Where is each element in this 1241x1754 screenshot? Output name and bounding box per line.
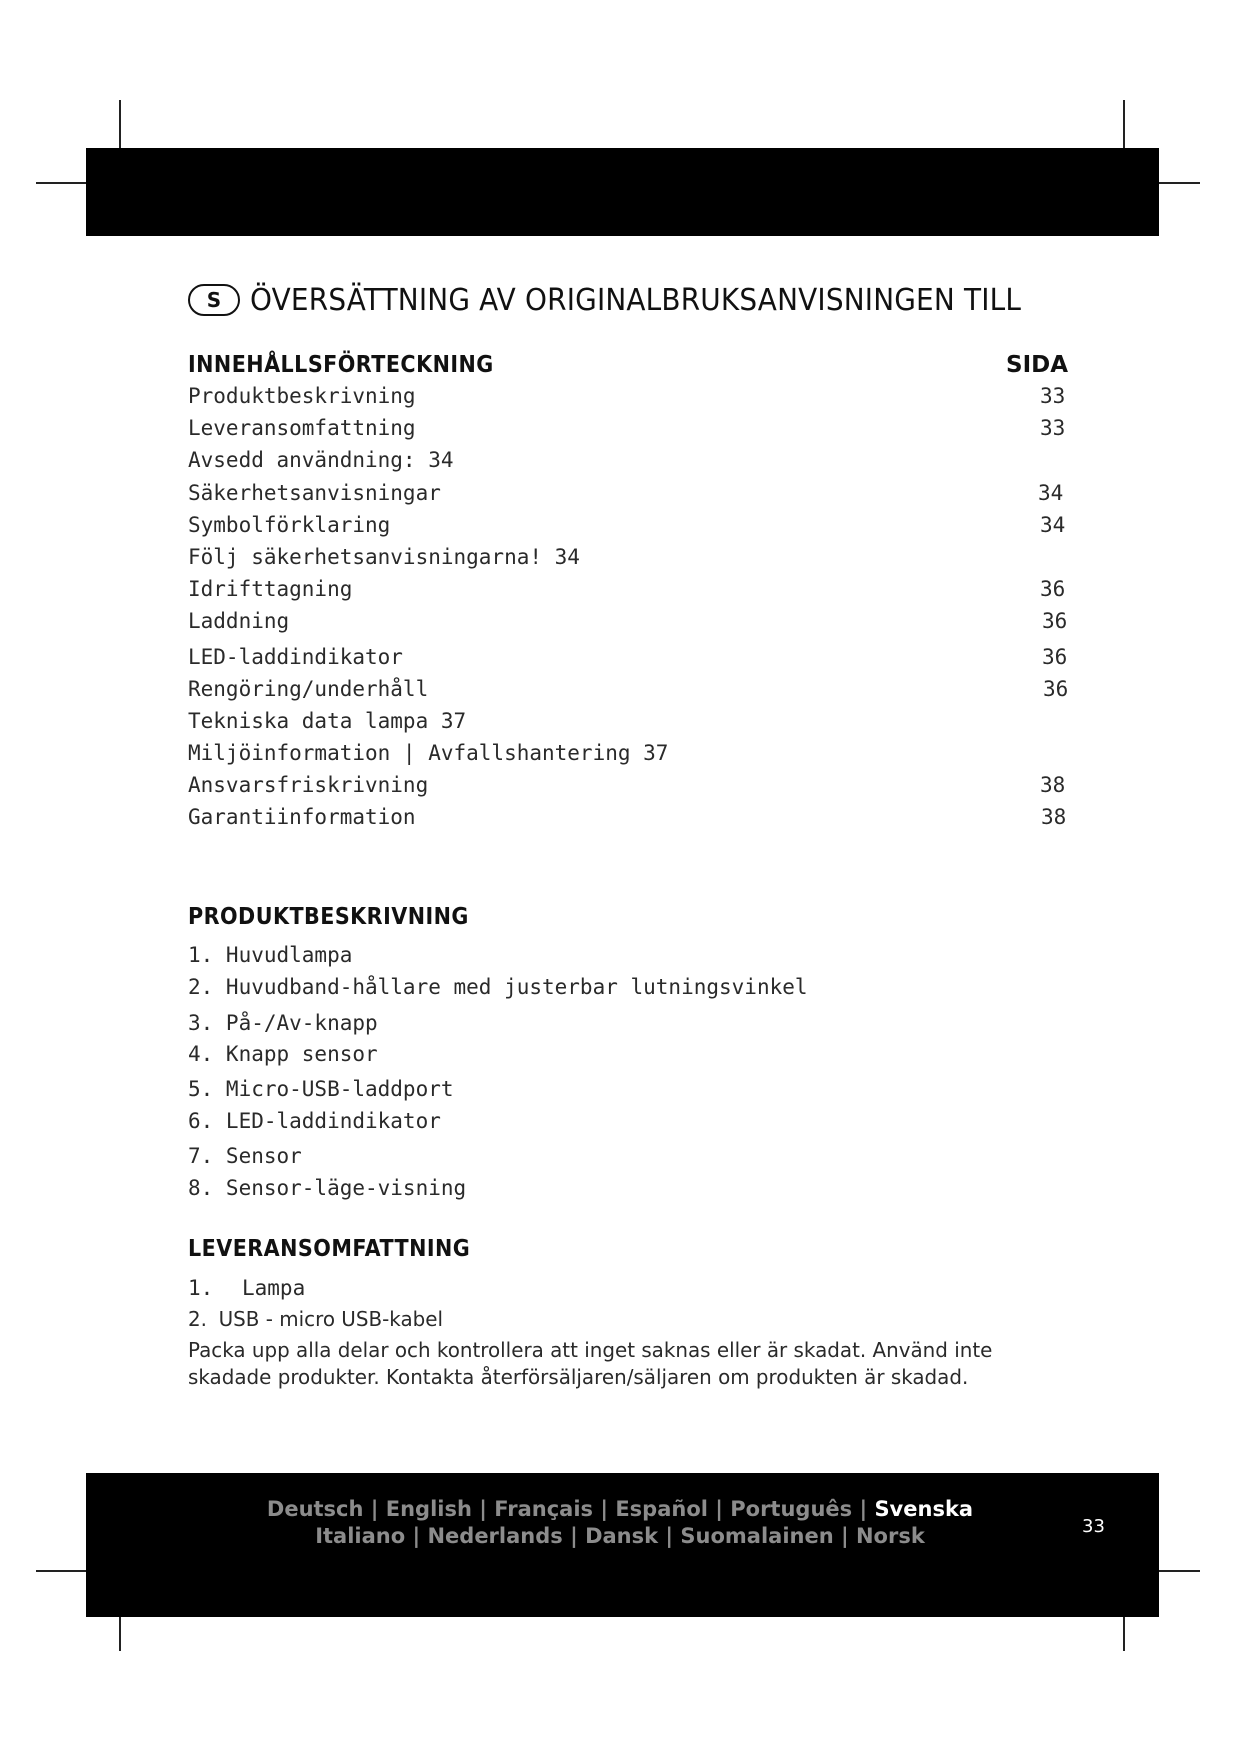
toc-entry: Garantiinformation bbox=[188, 805, 416, 829]
toc-entry-page: 34 bbox=[1040, 513, 1066, 537]
language-link-5[interactable]: Svenska bbox=[874, 1497, 974, 1521]
language-separator: | bbox=[562, 1524, 586, 1548]
toc-entry: LED-laddindikator bbox=[188, 645, 403, 669]
language-separator: | bbox=[707, 1497, 731, 1521]
language-separator: | bbox=[852, 1497, 875, 1521]
language-link-0[interactable]: Deutsch bbox=[266, 1497, 364, 1521]
language-separator: | bbox=[658, 1524, 681, 1548]
language-link-3[interactable]: Español bbox=[615, 1497, 708, 1521]
toc-entry: Följ säkerhetsanvisningarna! 34 bbox=[188, 545, 580, 569]
list-item: 1. Huvudlampa bbox=[188, 943, 353, 967]
toc-entry-page: 33 bbox=[1040, 384, 1066, 408]
list-item-number: 2. bbox=[188, 1307, 207, 1331]
language-separator: | bbox=[405, 1524, 428, 1548]
language-link-1[interactable]: Nederlands bbox=[427, 1524, 563, 1548]
toc-entry-page: 33 bbox=[1040, 416, 1066, 440]
list-item: 2. Huvudband-hållare med justerbar lutningsvinkel bbox=[188, 975, 808, 999]
language-link-2[interactable]: Dansk bbox=[585, 1524, 659, 1548]
document-title: ÖVERSÄTTNING AV ORIGINALBRUKSANVISNINGEN TILL bbox=[250, 282, 1022, 318]
language-separator: | bbox=[833, 1524, 856, 1548]
language-link-0[interactable]: Italiano bbox=[315, 1524, 406, 1548]
language-link-2[interactable]: Français bbox=[494, 1497, 594, 1521]
toc-entry-page: 38 bbox=[1041, 805, 1067, 829]
toc-entry: Ansvarsfriskrivning bbox=[188, 773, 429, 797]
toc-heading: INNEHÅLLSFÖRTECKNING bbox=[188, 352, 494, 378]
list-item bbox=[188, 1276, 305, 1300]
toc-entry: Idrifttagning bbox=[188, 577, 353, 601]
toc-entry-page: 38 bbox=[1040, 773, 1066, 797]
toc-entry-page: 36 bbox=[1042, 645, 1068, 669]
language-link-4[interactable]: Português bbox=[730, 1497, 853, 1521]
toc-entry: Tekniska data lampa 37 bbox=[188, 709, 467, 733]
page-number: 33 bbox=[1082, 1516, 1105, 1537]
note-text: skadade produkter. Kontakta återförsäljaren/säljaren om produkten är skadad. bbox=[188, 1365, 969, 1389]
list-item: 6. LED-laddindikator bbox=[188, 1109, 441, 1133]
toc-entry-page: 36 bbox=[1042, 609, 1068, 633]
toc-entry: Symbolförklaring bbox=[188, 513, 391, 537]
language-separator: | bbox=[593, 1497, 616, 1521]
list-item-text: USB - micro USB-kabel bbox=[218, 1307, 444, 1331]
language-badge: S bbox=[188, 284, 240, 316]
note-text: Packa upp alla delar och kontrollera att inget saknas eller är skadat. Använd inte bbox=[188, 1338, 993, 1362]
language-link-1[interactable]: English bbox=[385, 1497, 472, 1521]
list-item: 8. Sensor-läge-visning bbox=[188, 1176, 467, 1200]
product-description-heading: PRODUKTBESKRIVNING bbox=[188, 904, 469, 930]
list-item: 7. Sensor bbox=[188, 1144, 302, 1168]
header-bar bbox=[86, 148, 1159, 236]
list-item: 5. Micro-USB-laddport bbox=[188, 1077, 454, 1101]
language-separator: | bbox=[363, 1497, 386, 1521]
toc-entry: Leveransomfattning bbox=[188, 416, 416, 440]
list-item-number: 1. bbox=[188, 1276, 214, 1300]
list-item: 3. På-/Av-knapp bbox=[188, 1011, 378, 1035]
toc-entry-page: 34 bbox=[1038, 481, 1064, 505]
toc-entry-page: 36 bbox=[1043, 677, 1069, 701]
toc-entry: Laddning bbox=[188, 609, 290, 633]
toc-page-column-heading: SIDA bbox=[1006, 352, 1069, 378]
language-separator: | bbox=[471, 1497, 495, 1521]
toc-entry: Avsedd användning: 34 bbox=[188, 448, 454, 472]
toc-entry: Produktbeskrivning bbox=[188, 384, 416, 408]
list-item: 4. Knapp sensor bbox=[188, 1042, 378, 1066]
toc-entry: Säkerhetsanvisningar bbox=[188, 481, 441, 505]
language-link-3[interactable]: Suomalainen bbox=[680, 1524, 834, 1548]
language-line-2 bbox=[260, 1523, 980, 1550]
toc-entry: Miljöinformation | Avfallshantering 37 bbox=[188, 741, 669, 765]
list-item bbox=[188, 1307, 443, 1331]
toc-entry: Rengöring/underhåll bbox=[188, 677, 429, 701]
language-navigation bbox=[260, 1496, 980, 1550]
language-link-4[interactable]: Norsk bbox=[855, 1524, 925, 1548]
document-title-row bbox=[188, 276, 1079, 324]
language-line-1 bbox=[260, 1496, 980, 1523]
scope-of-delivery-heading: LEVERANSOMFATTNING bbox=[188, 1236, 471, 1262]
toc-entry-page: 36 bbox=[1040, 577, 1066, 601]
list-item-text: Lampa bbox=[242, 1276, 306, 1300]
